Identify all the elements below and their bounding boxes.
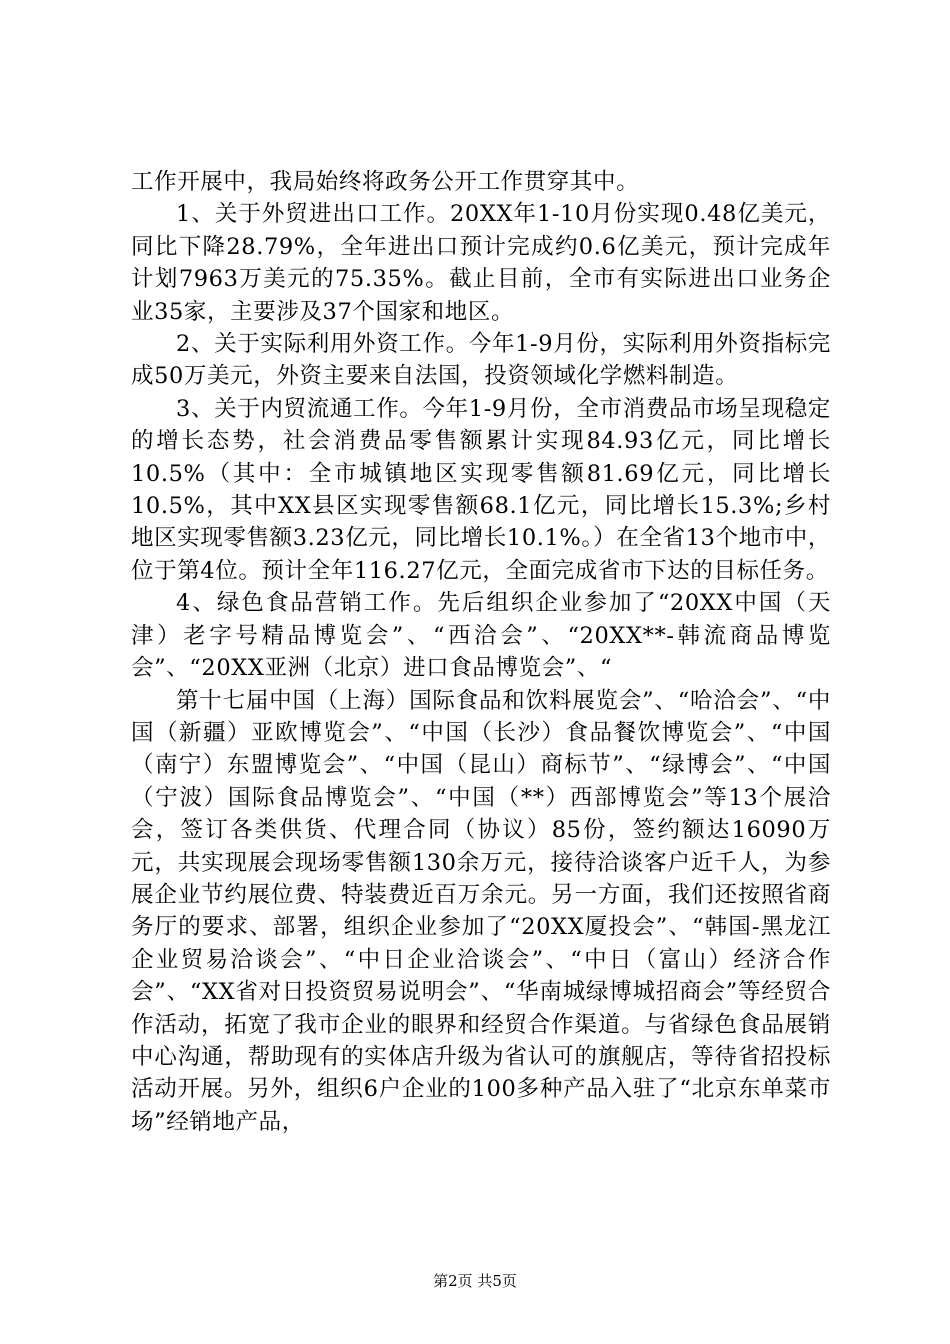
page-footer: 第2页 共5页 xyxy=(433,1272,517,1290)
paragraph-domestic-trade: 3、关于内贸流通工作。今年1-9月份，全市消费品市场呈现稳定的增长态势，社会消费品零售额累计实现84.93亿元，同比增长10.5%（其中：全市城镇地区实现零售额81.69亿元，同比增长10.5%，其中XX县区实现零售额68.1亿元，同比增长15.3%;乡村地区实现零售额3.23亿元，同比增长10.1%。）在全省13个地市中，位于第4位。预计全年116.27亿元，全面完成省市下达的目标任务。 xyxy=(131,395,831,584)
paragraph-continuation: 工作开展中，我局始终将政务公开工作贯穿其中。 xyxy=(131,169,640,195)
paragraph-foreign-trade: 1、关于外贸进出口工作。20XX年1-10月份实现0.48亿美元，同比下降28.79%，全年进出口预计完成约0.6亿美元，预计完成年计划7963万美元的75.35%。截止目前，全市有实际进出口业务企业35家，主要涉及37个国家和地区。 xyxy=(131,201,831,325)
paragraph-exhibitions: 第十七届中国（上海）国际食品和饮料展览会”、“哈洽会”、“中国（新疆）亚欧博览会”、“中国（长沙）食品餐饮博览会”、“中国（南宁）东盟博览会”、“中国（昆山）商标节”、“绿博会”、“中国（宁波）国际食品博览会”、“中国（**）西部博览会”等13个展洽会，签订各类供货、代理合同（协议）85份，签约额达16090万元，共实现展会现场零售额130余万元，接待洽谈客户近千人，为参展企业节约展位费、特装费近百万余元。另一方面，我们还按照省商务厅的要求、部署，组织企业参加了“20XX厦投会”、“韩国-黑龙江企业贸易洽谈会”、“中日企业洽谈会”、“中日（富山）经济合作会”、“XX省对日投资贸易说明会”、“华南城绿博城招商会”等经贸合作活动，拓宽了我市企业的眼界和经贸合作渠道。与省绿色食品展销中心沟通，帮助现有的实体店升级为省认可的旗舰店，等待省招投标活动开展。另外，组织6户企业的100多种产品入驻了“北京东单菜市场”经销地产品， xyxy=(131,687,831,1135)
paragraph-green-food-marketing: 4、绿色食品营销工作。先后组织企业参加了“20XX中国（天津）老字号精品博览会”、“西洽会”、“20XX**-韩流商品博览会”、“20XX亚洲（北京）进口食品博览会”、“ xyxy=(131,590,831,682)
document-body xyxy=(131,166,831,1138)
paragraph-foreign-investment: 2、关于实际利用外资工作。今年1-9月份，实际利用外资指标完成50万美元，外资主要来自法国，投资领域化学燃料制造。 xyxy=(131,331,831,390)
